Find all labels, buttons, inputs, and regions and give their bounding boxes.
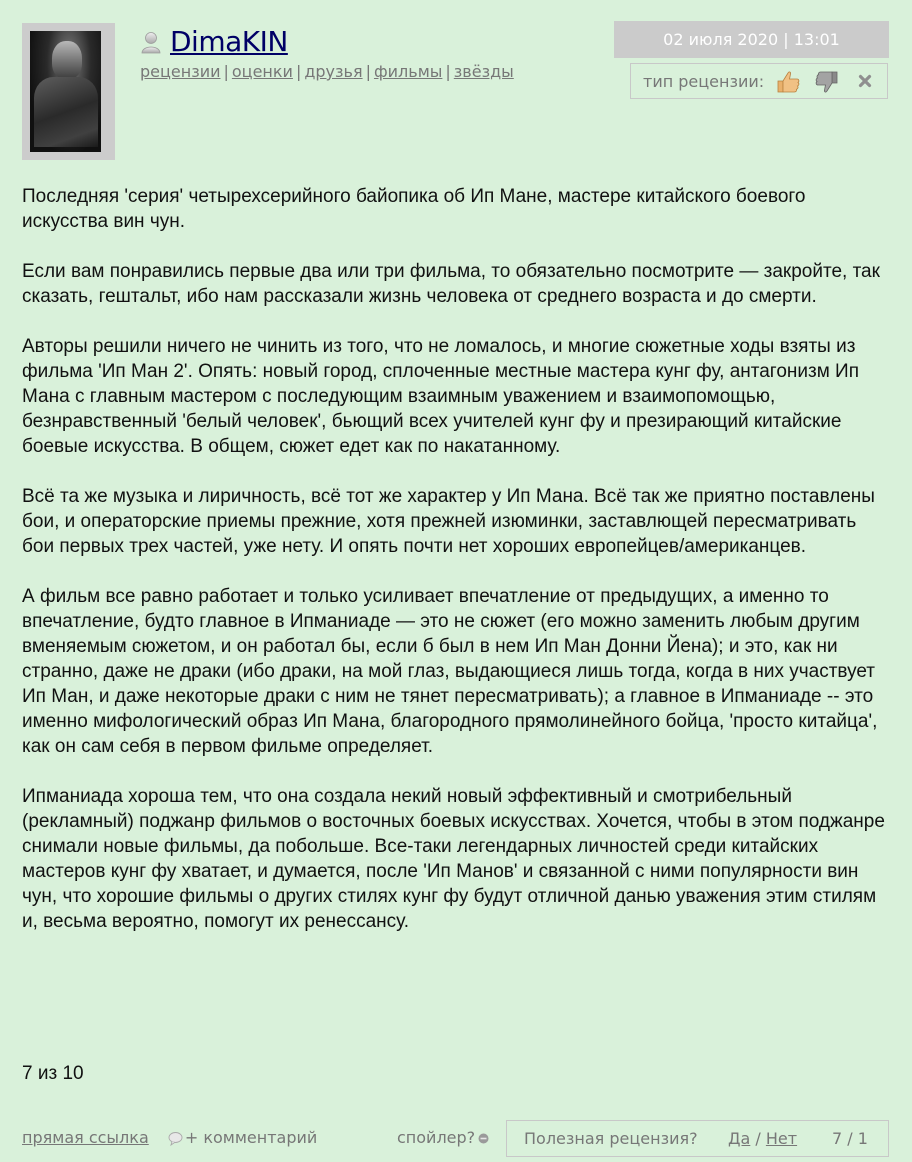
review-paragraph: Всё та же музыка и лиричность, всё тот же характер у Ип Мана. Всё так же приятно поставлены бои, и операторские приемы прежние, хотя прежней изюминки, заставлющей пересматривать бои первых трех частей, уже нету. И опять почти нет хороших европейцев/американцев. — [22, 486, 875, 557]
review-paragraph: Последняя 'серия' четырехсерийного байопика об Ип Мане, мастере китайского боевого искусства вин чун. — [22, 186, 806, 232]
spoiler-toggle[interactable] — [397, 1128, 489, 1147]
review-rating: 7 из 10 — [22, 1063, 84, 1084]
user-link-stars[interactable]: звёзды — [453, 62, 514, 81]
vote-yes-link[interactable]: Да — [728, 1129, 751, 1148]
review-paragraph: Авторы решили ничего не чинить из того, что не ломалось, и многие сюжетные ходы взяты из фильма 'Ип Ман 2'. Опять: новый город, сплоченные местные мастера кунг фу, антагонизм Ип Мана с главным мастером с последующим взаимным уважением и взаимопомощью, безнравственный 'белый человек', бьющий всех учителей кунг фу и презирающий китайские боевые искусства. В общем, сюжет едет как по накатанному. — [22, 336, 859, 457]
review-body — [22, 184, 892, 959]
review-paragraph: А фильм все равно работает и только усиливает впечатление от предыдущих, а именно то впечатление, будто главное в Ипманиаде — это не сюжет (его можно заменить любым другим вменяемым сюжетом, и он работал бы, если б был в нем Ип Ман Донни Йена); и это, как ни странно, даже не драки (ибо драки, на мой глаз, выдающиеся лишь тогда, когда в них участвует Ип Ман, и даже некоторые драки с ним не тянет пересматривать); а главное в Ипманиаде -- это именно мифологический образ Ип Мана, благородного прямолинейного бойца, 'просто китайца', как он сам себя в первом фильме определяет. — [22, 586, 878, 757]
username-link[interactable]: DimaKIN — [170, 25, 288, 58]
separator: | — [365, 62, 371, 81]
comment-bubble-icon[interactable] — [168, 1131, 183, 1146]
thumbs-up-icon[interactable] — [775, 69, 801, 95]
footer-actions — [22, 1128, 317, 1147]
user-link-reviews[interactable]: рецензии — [140, 62, 221, 81]
user-link-ratings[interactable]: оценки — [231, 62, 293, 81]
separator: | — [445, 62, 451, 81]
minus-circle-icon[interactable] — [478, 1133, 489, 1144]
user-nav — [140, 62, 514, 81]
vote-links — [728, 1129, 797, 1148]
direct-link[interactable]: прямая ссылка — [22, 1128, 149, 1147]
user-link-films[interactable]: фильмы — [373, 62, 443, 81]
add-comment-link[interactable]: + комментарий — [184, 1128, 318, 1147]
review-type-box — [630, 63, 888, 99]
useful-review-box — [506, 1120, 889, 1157]
review-type-label: тип рецензии: — [643, 72, 765, 91]
review-date: 02 июля 2020 | 13:01 — [614, 21, 889, 58]
review-paragraph: Ипманиада хороша тем, что она создала некий новый эффективный и смотрибельный (рекламный) поджанр фильмов о восточных боевых искусствах. Хочется, чтобы в этом поджанре снимали новые фильмы, да побольше. Все-таки легендарных личностей среди китайских мастеров кунг фу хватает, и думается, после 'Ип Манов' и связанной с ними популярности вин чун, что хорошие фильмы о других стилях кунг фу будут отличной данью уважения этим стилям и, весьма вероятно, помогут их ренессансу. — [22, 786, 885, 932]
vote-score: 7 / 1 — [832, 1129, 868, 1148]
close-icon[interactable] — [858, 74, 872, 88]
avatar[interactable] — [22, 23, 115, 160]
separator: | — [295, 62, 302, 81]
separator: | — [223, 62, 229, 81]
user-link-friends[interactable]: друзья — [304, 62, 363, 81]
review-paragraph: Если вам понравились первые два или три фильма, то обязательно посмотрите — закройте, так сказать, гештальт, ибо нам рассказали жизнь человека от среднего возраста и до смерти. — [22, 261, 880, 307]
thumbs-down-icon[interactable] — [814, 69, 840, 95]
vote-no-link[interactable]: Нет — [765, 1129, 798, 1148]
avatar-image — [30, 31, 101, 152]
useful-question: Полезная рецензия? — [524, 1129, 698, 1148]
spoiler-label: спойлер? — [397, 1128, 476, 1147]
vote-separator: / — [755, 1129, 761, 1148]
user-status-icon — [140, 31, 162, 55]
